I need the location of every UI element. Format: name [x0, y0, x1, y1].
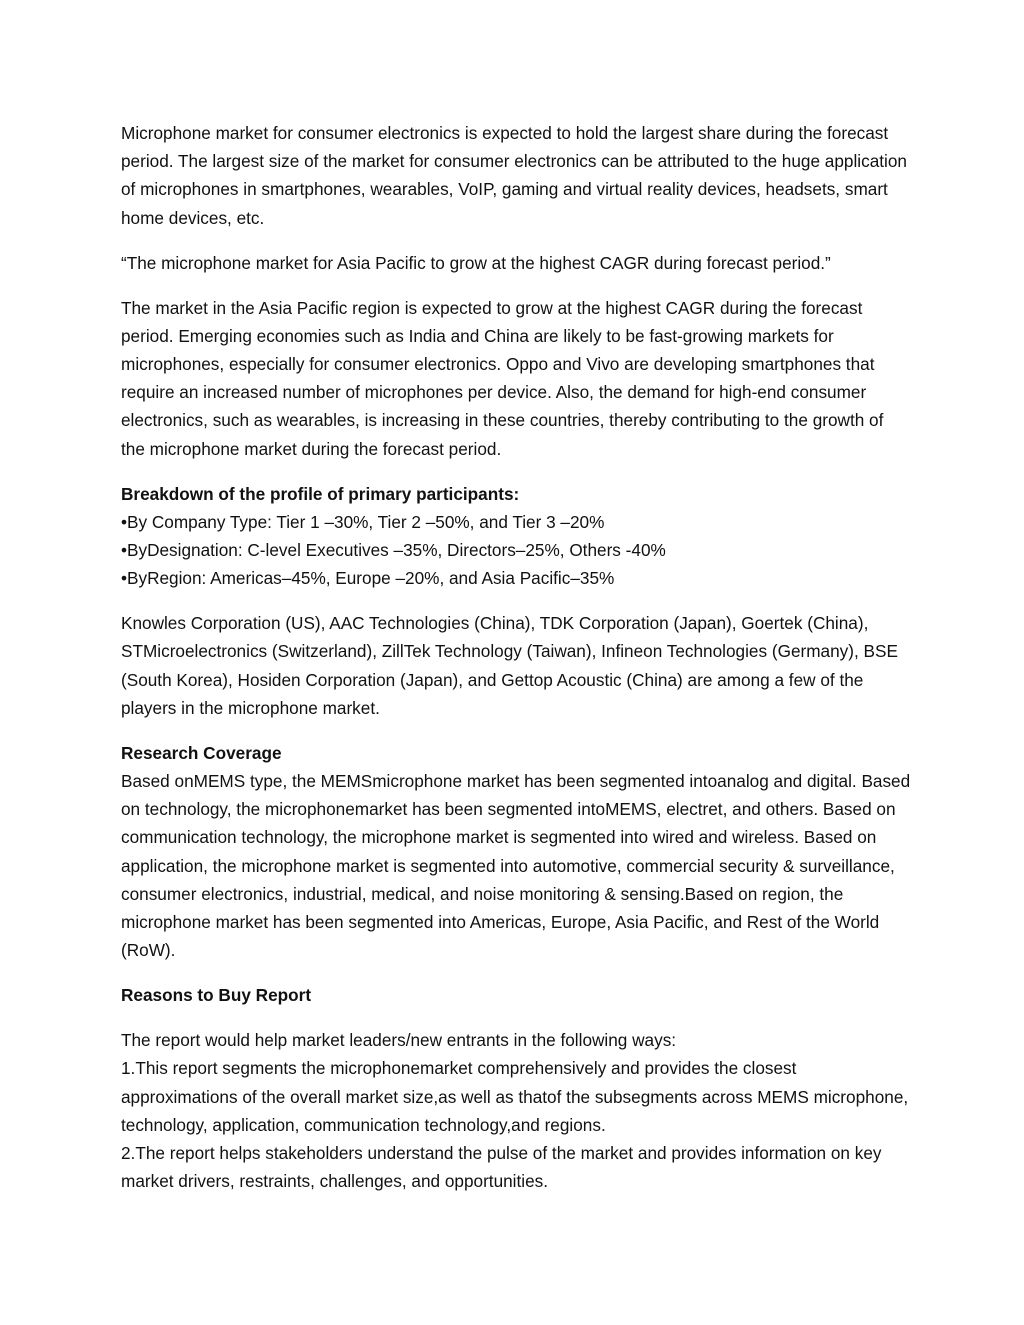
paragraph-consumer-electronics: Microphone market for consumer electronics is expected to hold the largest share during the forecast period. The largest size of the market for consumer electronics can be attributed to the huge application of microphones in smartphones, wearables, VoIP, gaming and virtual reality devices, headsets, smart home devices, etc. [121, 123, 907, 228]
breakdown-heading: Breakdown of the profile of primary participants: [121, 483, 520, 504]
paragraph-key-players: Knowles Corporation (US), AAC Technologies (China), TDK Corporation (Japan), Goertek (China), STMicroelectronics (Switzerland), ZillTek Technology (Taiwan), Infineon Technologies (Germany), BSE (South Korea), Hosiden Corporation (Japan), and Gettop Acoustic (China) are among a few of the players in the microphone market. [121, 613, 898, 718]
breakdown-item-designation: •ByDesignation: C-level Executives –35%, Directors–25%, Others -40% [121, 540, 666, 561]
research-coverage-heading: Research Coverage [121, 742, 282, 763]
breakdown-item-company-type: •By Company Type: Tier 1 –30%, Tier 2 –50%, and Tier 3 –20% [121, 511, 605, 532]
reasons-item-1: 1.This report segments the microphonemarket comprehensively and provides the closest approximations of the overall market size,as well as thatof the subsegments across MEMS microphone, technology, application, communication technology,and regions. [121, 1058, 909, 1135]
paragraph-asia-pacific: The market in the Asia Pacific region is expected to grow at the highest CAGR during the forecast period. Emerging economies such as India and China are likely to be fast-growing markets for microphones, especially for consumer electronics. Oppo and Vivo are developing smartphones that require an increased number of microphones per device. Also, the demand for high-end consumer electronics, such as wearables, is increasing in these countries, thereby contributing to the growth of the microphone market during the forecast period. [121, 297, 884, 459]
quote-asia-pacific: “The microphone market for Asia Pacific to grow at the highest CAGR during forecast period.” [121, 252, 831, 273]
research-coverage-body: Based onMEMS type, the MEMSmicrophone market has been segmented intoanalog and digital. Based on technology, the microphonemarket has been segmented intoMEMS, electret, and others. Based on communication technology, the microphone market is segmented into wired and wireless. Based on application, the microphone market is segmented into automotive, commercial security & surveillance, consumer electronics, industrial, medical, and noise monitoring & sensing.Based on region, the microphone market has been segmented into Americas, Europe, Asia Pacific, and Rest of the World (RoW). [121, 771, 911, 961]
document-page [121, 119, 911, 1212]
research-coverage-section [121, 739, 911, 965]
reasons-intro: The report would help market leaders/new entrants in the following ways: [121, 1030, 677, 1051]
reasons-to-buy-heading: Reasons to Buy Report [121, 985, 312, 1006]
breakdown-section [121, 480, 911, 593]
reasons-item-2: 2.The report helps stakeholders understand the pulse of the market and provides information on key market drivers, restraints, challenges, and opportunities. [121, 1143, 882, 1192]
reasons-to-buy-section [121, 1026, 911, 1195]
breakdown-item-region: •ByRegion: Americas–45%, Europe –20%, and Asia Pacific–35% [121, 568, 615, 589]
